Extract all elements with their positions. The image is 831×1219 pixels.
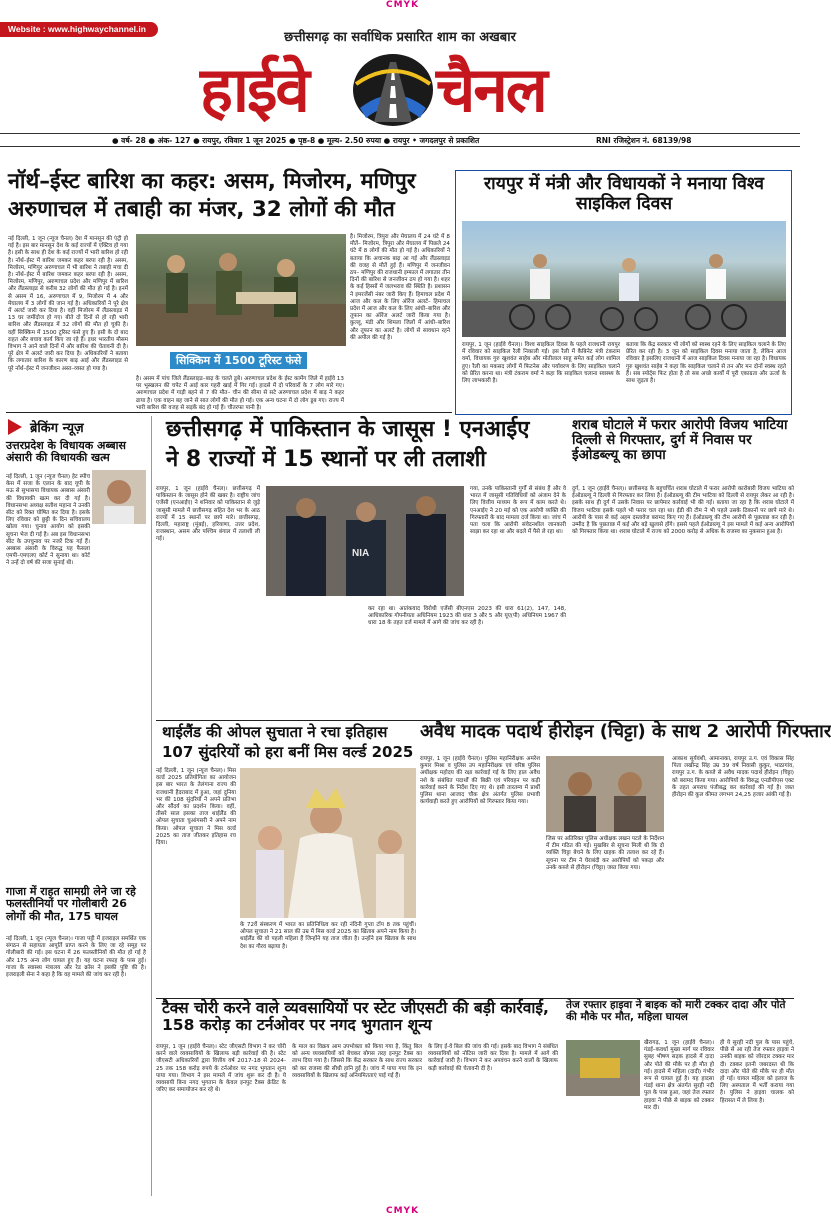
story2-headline: रायपुर में मंत्री और विधायकों ने मनाया विश्व साइकिल दिवस [484, 174, 764, 214]
story5-column-1: नई दिल्ली, 1 जून (न्यूज चैनल)। मिस वर्ल्ड 2025 प्रतियोगिता का आयोजन इस बार भारत के तेलंगाना राज्य की राजधानी हैदराबाद में हुआ, जहां दुनिया भर की 108 सुंदरियों ने अपने प्रतिभा और सौंदर्य का प्रदर्शन किया। वहीं, तीसरे साल इसका ताज थाईलैंड की ओपल सुचाता चुआंगसरी ने अपने नाम किया। ओपल सुचाता ने मिस वर्ल्ड 2025 का ताज जीतकर इतिहास रच दिया। [156, 768, 236, 847]
story5-headline-line1: थाईलैंड की ओपल सुचाता ने रचा इतिहास [162, 723, 388, 741]
breaking-headline-1: उत्तरप्रदेश के विधायक अब्बास अंसारी की विधायकी खत्म [6, 439, 126, 465]
breaking-photo-portrait [92, 470, 146, 524]
story-nia-raids [156, 416, 566, 716]
story7-headline: टैक्स चोरी करने वाले व्यवसायियों पर स्टेट जीएसटी की बड़ी कार्रवाई, 158 करोड़ का टर्नओवर पर नगद भुगतान शून्य [162, 999, 549, 1035]
masthead-left: हाईवे [200, 53, 308, 126]
website-text: Website : www.highwaychannel.in [8, 24, 146, 34]
breaking-body-2: नई दिल्ली, 1 जून (न्यूज चैनल)। गाजा पट्टी में इजराइल समर्थित एक संगठन से सहायता आपूर्ति प्राप्त करने के लिए जा रहे समूह पर गोलीबारी की गई। इस घटना में 26 फलस्तीनियों की मौत हो गई है और 175 अन्य लोग घायल हुए हैं। यह घटना रफाह के पास हुई। गाजा के स्वास्थ्य मंत्रालय और रेड क्रॉस ने इसकी पुष्टि की है। इजराइली सेना ने कहा है कि वह मामले की जांच कर रही है। [6, 936, 146, 979]
story8-headline: तेज रफ्तार हाइवा ने बाइक को मारी टक्कर दादा और पोते की मौके पर मौत, महिला घायल [566, 999, 786, 1023]
story6-column-2: जिस पर अतिरिक्त पुलिस अधीक्षक लखन पटले के निर्देशन में टीम गठित की गई। मुखबिर से सूचना मिली थी कि दो व्यक्ति चिट्टा बेचने के लिए ग्राहक की तलाश कर रहे हैं। सूचना पर टीम ने घेराबंदी कर आरोपियों को पकड़ा और उनके कब्जे से हीरोइन (चिट्टा) जब्त किया गया। [546, 836, 664, 871]
masthead-right: चैनल [436, 53, 546, 126]
breaking-label: ब्रेकिंग न्यूज़ [30, 421, 84, 436]
breaking-arrow-icon [8, 419, 22, 435]
cmyk-text-bottom: CMYK [386, 1206, 420, 1216]
story5-photo-miss-world [240, 768, 416, 918]
story-miss-world [156, 722, 416, 992]
story1-photo-rescue [136, 234, 346, 346]
vrule-left [151, 416, 152, 1196]
story4-body: दुर्ग, 1 जून (हाईवे चैनल)। छत्तीसगढ़ के बहुचर्चित शराब घोटाले में फरार आरोपी कारोबारी विजय भाटिया को ईओडब्ल्यू ने दिल्ली से गिरफ्तार कर लिया है। ईओडब्ल्यू की टीम भाटिया को दिल्ली से रायपुर लेकर आ रही है। इसके साथ ही दुर्ग में उसके निवास पर छापेमार कार्रवाई भी की गई। बताया जा रहा है कि शराब घोटाले में विजय भाटिया इसके पहले भी फरार चल रहा था। ईडी की टीम ने भी पहले उसके ठिकानों पर छापे मारे थे। आरोपी के पास से कई अहम दस्तावेज बरामद किए गए हैं। ईओडब्ल्यू की टीम आरोपी से पूछताछ कर रही है। उम्मीद है कि पूछताछ में कई और बड़े खुलासे होंगे। इससे पहले ईओडब्ल्यू ने इस मामले में कई अन्य आरोपियों को गिरफ्तार किया था। शराब घोटाले में राज्य को 2000 करोड़ से अधिक के राजस्व का नुकसान हुआ है। [572, 486, 794, 536]
story3-headline-line1: छत्तीसगढ़ में पाकिस्तान के जासूस ! एनआईए [166, 417, 530, 442]
story2-column-2: बताया कि केंद्र सरकार भी लोगों को स्वस्थ रहने के लिए साइकिल चलाने के लिए प्रेरित कर रही है। 3 जून को साइकिल दिवस मनाया जाता है, लेकिन आज रविवार है इसलिए राजधानी में आज साइकिल दिवस मनाया जा रहा है। विधायक गुरु खुशवंत साहेब ने कहा कि साइकिल चलाने से तन और मन दोनों स्वस्थ रहते हैं। सब स्पोर्ट्स फिट होता है तो सब अच्छे कार्यों में पूरी एकाग्रता और ऊर्जा के साथ जुड़ता है। [626, 342, 786, 385]
story7-column-2: के माल का विक्रय आम उपभोक्ता को किया गया है, किंतु बिल को अन्य व्यवसायियों को बेचकर बोगस तरह इनपुट टैक्स का लाभ दिया गया है। जिससे कि केंद्र सरकार के साथ राज्य सरकार को कर राजस्व की सीधी हानि हुई है। जांच में पाया गया कि इन व्यवसायियों के खिलाफ कई अनियमितताएं पाई गई हैं। [292, 1044, 422, 1079]
story7-column-1: रायपुर, 1 जून (हाईवे चैनल)। स्टेट जीएसटी विभाग ने कर चोरी करने वाले व्यवसायियों के खिलाफ बड़ी कार्रवाई की है। स्टेट जीएसटी अधिकारियों द्वारा वित्तीय वर्ष 2017-18 से 2024-25 तक 158 करोड़ रुपये के टर्नओवर पर नगद भुगतान शून्य पाया गया। विभाग ने इस मामले में जांच शुरू कर दी है। ये व्यवसायी बिना नगद भुगतान के केवल इनपुट टैक्स क्रेडिट के जरिए कर समायोजन कर रहे थे। [156, 1044, 286, 1094]
story3-column-2: गया, उनके पाकिस्तानी गुर्गों से संबंध हैं और वे भारत में जासूसी गतिविधियों को अंजाम देने के लिए वित्तीय माध्यम के रूप में काम करते थे। एनआईए ने 20 मई को एक आरोपी व्यक्ति की गिरफ्तारी के बाद मामला दर्ज किया था। जांच में पता चला कि आरोपी संवेदनशील जानकारी साझा कर रहा था और बदले में पैसे ले रहा था। [470, 486, 566, 536]
story8-column-2: ही ये सुरही नदी पुल के पास पहुंचे, पीछे से आ रही तेज रफ्तार हाइवा ने उनकी बाइक को जोरदार टक्कर मार दी। टक्कर इतनी जबरदस्त थी कि दादा और पोते की मौके पर ही मौत हो गई। घायल महिला को इलाज के लिए अस्पताल में भर्ती कराया गया है। पुलिस ने हाइवा चालक को हिरासत में ले लिया है। [720, 1040, 794, 1104]
story8-column-1: खैरागढ़, 1 जून (हाईवे चैनल)। गंडई–कवर्धा मुख्य मार्ग पर रविवार सुबह भीषण सड़क हादसे में दादा और पोते की मौके पर ही मौत हो गई। हादसे में महिला (दादी) गंभीर रूप से घायल हुई है। यह हादसा गंडई थाना क्षेत्र अंतर्गत सुरही नदी पुल के पास हुआ, जहां तेज रफ्तार हाइवा ने पीछे से बाइक को टक्कर मार दी। [644, 1040, 714, 1111]
story1-headline-line2: अरुणाचल में तबाही का मंजर, 32 लोगों की मौत [8, 197, 395, 222]
story5-column-2: के 72वें संस्करण में भारत का प्रतिनिधित्व कर रही नंदिनी गुप्ता टॉप 8 तक पहुंचीं। ओपल सुचाता ने 21 साल की उम्र में मिस वर्ल्ड 2025 का खिताब अपने नाम किया है। थाईलैंड की वो पहली महिला हैं जिन्होंने यह ताज जीता है। उन्होंने इस खिताब के साथ देश का गौरव बढ़ाया है। [240, 922, 416, 950]
story3-photo-nia [266, 486, 464, 596]
portrait-image [92, 470, 146, 524]
story-gst-action [156, 1000, 560, 1200]
story-northeast-rain [8, 169, 453, 411]
story8-photo-accident [566, 1040, 640, 1096]
story3-column-1: रायपुर, 1 जून (हाईवे चैनल)। छत्तीसगढ़ में पाकिस्तान के जासूस होने की खबर है। राष्ट्रीय जांच एजेंसी (एनआईए) ने शनिवार को पाकिस्तान से जुड़े जासूसी मामले में छत्तीसगढ़ सहित देश भर के आठ राज्यों में 15 स्थानों पर छापे मारे। छत्तीसगढ़, दिल्ली, महाराष्ट्र (मुंबई), हरियाणा, उत्तर प्रदेश, राजस्थान, असम और पश्चिम बंगाल में तलाशी ली गई। [156, 486, 260, 543]
story1-column-1: नई दिल्ली, 1 जून (न्यूज चैनल) देश में मानसून की एंट्री हो गई है। इस बार मानसून देश के कई राज्यों में एक्टिव हो गया है। इसी के साथ ही देश के कई राज्यों में भारी बारिश हो रही है। नॉर्थ–ईस्ट में बारिश जमकर कहर बरपा रही है। असम, मिजोरम, मणिपुर अरुणाचल में भी बारिश ने तबाही मचा दी है। नॉर्थ–ईस्ट में बारिश जमकर कहर बरपा रही है। असम, मिजोरम, मणिपुर, अरुणाचल प्रदेश और मणिपुर में बारिश और लैंडस्लाइड से करीब 32 लोगों की मौत हो गई है। इनमें से असम में 16, अरुणाचल में 9, मिजोरम में 4 और मेघालय में 3 लोगों की जान गई है। अधिकारियों ने पूरे क्षेत्र में अलर्ट जारी कर दिया है। वहीं मिजोरम में लैंडस्लाइड में 13 घर जमींदोज हो गए। बीते दो दिनों से हो रही भारी बारिश और लैंडस्लाइड में 32 लोगों की मौत हो चुकी है। वहीं सिक्किम में 1500 टूरिस्ट फंसे हुए हैं। इसी के दो बाद राहत और बचाव कार्य किए जा रहे हैं। इधर भारतीय मौसम विभाग ने आने वाले दिनों में और बारिश की चेतावनी दी है। पूरे क्षेत्र में अलर्ट जारी कर दिया है। अधिकारियों ने बताया कि लगातार बारिश के कारण बाढ़ आई और लैंडस्लाइड से पूरे नॉर्थ–ईस्ट में जनजीवन अस्त–व्यस्त हो गया है। [8, 236, 128, 372]
cmyk-marker-top [386, 0, 419, 10]
rescue-scene-image [136, 234, 346, 346]
cmyk-marker-bottom [386, 1206, 419, 1216]
masthead [190, 46, 610, 128]
breaking-body-1b [6, 528, 146, 828]
nia-officers-image [266, 486, 464, 596]
cyclists-image [462, 221, 786, 337]
story6-photo-arrested [546, 756, 664, 832]
breaking-headline-2: गाजा में राहत सामग्री लेने जा रहे फलस्तीनियों पर गोलीबारी 26 लोगों की मौत, 175 घायल [6, 885, 136, 923]
highway-road-icon [350, 48, 436, 128]
story4-headline: शराब घोटाले में फरार आरोपी विजय भाटिया दिल्ली से गिरफ्तार, दुर्ग में निवास पर ईओडब्ल्यू का छापा [572, 417, 788, 464]
story-heroin-arrest [420, 721, 831, 992]
story3-headline-line2: ने 8 राज्यों में 15 स्थानों पर ली तलाशी [166, 447, 487, 472]
story3-column-3: कर रहा था। आतंकवाद विरोधी एजेंसी बीएनएस 2023 की धारा 61(2), 147, 148, आधिकारिक गोपनीयता अधिनियम 1923 की धारा 3 और 5 और यूए(पी) अधिनियम 1967 की धारा 18 के तहत दर्ज मामले में आगे की जांच कर रही है। [368, 606, 566, 627]
breaking-body-1: नई दिल्ली, 1 जून (न्यूज चैनल) हेट स्पीच केस में सजा के एलान के बाद यूपी के मऊ से सुभासपा विधायक अब्बास अंसारी की विधायकी खत्म कर दी गई है। विधानसभा अध्यक्ष सतीश महाना ने उनकी सीट को रिक्त घोषित कर दिया है। इसके लिए रविवार को छुट्टी के दिन सचिवालय खोला गया। चुनाव आयोग को इसकी सूचना भेज दी गई है। अब इस विधानसभा सीट के उपचुनाव पर नजरें टिक गई हैं। अब्बास अंसारी के विरुद्ध यह फैसला एमपी–एमएलए कोर्ट ने सुनाया था। कोर्ट ने उन्हें दो वर्ष की सजा सुनाई थी। [6, 474, 90, 567]
accident-scene-image [566, 1040, 640, 1096]
rni-text: RNI रजिस्ट्रेशन नं. 68139/98 [596, 136, 692, 145]
info-strip-text: ● वर्ष- 28 ● अंक- 127 ● रायपुर, रविवार 1 जून 2025 ● पृष्ठ-8 ● मूल्य- 2.50 रुपया ● रायपुर • जगदलपुर से प्रकाशित [112, 136, 480, 145]
story1-photo-tag: सिक्किम में 1500 टूरिस्ट फंसे [170, 352, 307, 369]
tagline: छत्तीसगढ़ का सर्वाधिक प्रसारित शाम का अखबार [284, 30, 516, 45]
story6-headline: अवैध मादक पदार्थ हीरोइन (चिट्टा) के साथ 2 आरोपी गिरफ्तार [420, 721, 831, 742]
story5-headline-line2: 107 सुंदरियों को हरा बनीं मिस वर्ल्ड 2025 [162, 743, 414, 761]
story1-column-2: है। असम में पांच जिले लैंडस्लाइड–बाढ़ के चलते डूबे। अरुणाचल प्रदेश के ईस्ट कामेंग जिले में हाईवे 13 पर भूस्खलन की चपेट में आई कार गहरी खाई में गिर गई। हादसे में दो परिवारों के 7 लोग मारे गए। अरुणाचल प्रदेश में गाड़ी बहने से 7 की मौत– चीन की सीमा से सटे अरुणाचल प्रदेश में बाढ़ ने कहर ढाया है। एक वाहन बह जाने से सात लोगों की मौत हो गई। एक अन्य घटना में दो लोग डूब गए। राज्य में भारी बारिश की वजह से सड़कें बंद हो गई हैं। चौतरफा पानी है। [136, 376, 344, 411]
story1-headline-line1: नॉर्थ–ईस्ट बारिश का कहर: असम, मिजोरम, मणिपुर [8, 169, 416, 194]
miss-world-image [240, 768, 416, 918]
svg-text:NIA: NIA [352, 548, 370, 559]
cmyk-text-top: CMYK [386, 0, 420, 10]
story6-column-1: रायपुर, 1 जून (हाईवे चैनल)। पुलिस महानिरीक्षक अमरेश कुमार मिश्रा व पुलिस उप महानिरीक्षक एवं वरिष्ठ पुलिस अधीक्षक महोदय की रक्षा कार्रवाई गई के लिए हाल अवैध नशे के संबंधित पदार्थों की बिक्री एवं परिवहन पर कड़ी कार्रवाई करने के निर्देश दिए गए थे। इसी तारतम्य में प्रार्थी पुलिस थाना आजाद चौक क्षेत्र अंतर्गत पुलिस प्रभावी कार्यवाही करते हुए आरोपियों को गिरफ्तार किया गया। [420, 756, 540, 806]
story7-column-3: के लिए ई-वे बिल की जांच की गई। इसके बाद विभाग ने संबंधित व्यवसायियों को नोटिस जारी कर दिया है। मामले में आगे की कार्रवाई जारी है। विभाग ने कर अपवंचन करने वालों के खिलाफ कड़ी कार्रवाई की चेतावनी दी है। [428, 1044, 558, 1072]
story-highway-accident [566, 1000, 794, 1200]
story1-column-3: है। मिजोरम, त्रिपुरा और मेघालय में 24 घंटे में 8 मौतें– मिजोरम, त्रिपुरा और मेघालय में पिछले 24 घंटे में 8 लोगों की मौत हो गई है। अधिकारियों ने बताया कि अचानक बाढ़ आ गई और लैंडस्लाइड की वजह से मौतें हुई हैं। मणिपुर में जनजीवन ठप– मणिपुर की राजधानी इम्फाल में लगातार तीन दिनों की बारिश से जनजीवन ठप हो गया है। शहर के कई हिस्सों में जलभराव की स्थिति है। प्रशासन ने इमरजेंसी नंबर जारी किए हैं। हिमाचल प्रदेश में आज और कल के लिए ऑरेंज अलर्ट– हिमाचल प्रदेश में आज और कल के लिए आंधी–बारिश और तूफान का ऑरेंज अलर्ट जारी किया गया है। कुल्लू, मंडी और शिमला जिलों में आंधी–बारिश और तूफान का अलर्ट है। लोगों से सावधान रहने की अपील की गई है। [350, 234, 450, 341]
divider-row1 [6, 412, 452, 413]
breaking-label-box [6, 416, 146, 438]
story-liquor-scam [572, 416, 794, 716]
breaking-news-column [6, 416, 149, 1196]
story6-column-3: आकाश सूर्यवंशी, आमानाका, रायपुर उ.ग. एवं विकास सिंह पिता लखीन्द्र सिंह उम्र 39 वर्ष निवासी कुकुर, भाठागांव, रायपुर उ.ग. के कब्जे से अवैध मादक पदार्थ हीरोइन (चिट्टा) को बरामद किया गया। आरोपियों के विरुद्ध एनडीपीएस एक्ट के तहत अपराध पंजीबद्ध कर कार्रवाई की गई है। जब्त हीरोइन की कुल कीमत लगभग 24,25 हजार आंकी गई है। [672, 756, 794, 799]
story2-photo-cyclists [462, 221, 786, 337]
story-cycle-day [455, 170, 792, 415]
arrested-men-image [546, 756, 664, 832]
story2-column-1: रायपुर, 1 जून (हाईवे चैनल)। विश्व साइकिल दिवस के पहले राजधानी रायपुर में रविवार को साइकिल रैली निकाली गई। इस रैली में कैबिनेट मंत्री टंकराम वर्मा, विधायक गुरु खुशवंत साहेब और मोतीलाल साहू समेत कई लोग शामिल हुए। रैली का मकसद लोगों में फिटनेस और पर्यावरण के लिए साइकिल चलाने को प्रेरित करना था। मंत्री टंकराम वर्मा ने कहा कि साइकिल चलाना स्वास्थ्य के लिए लाभकारी है। [462, 342, 620, 385]
info-strip [0, 133, 800, 147]
